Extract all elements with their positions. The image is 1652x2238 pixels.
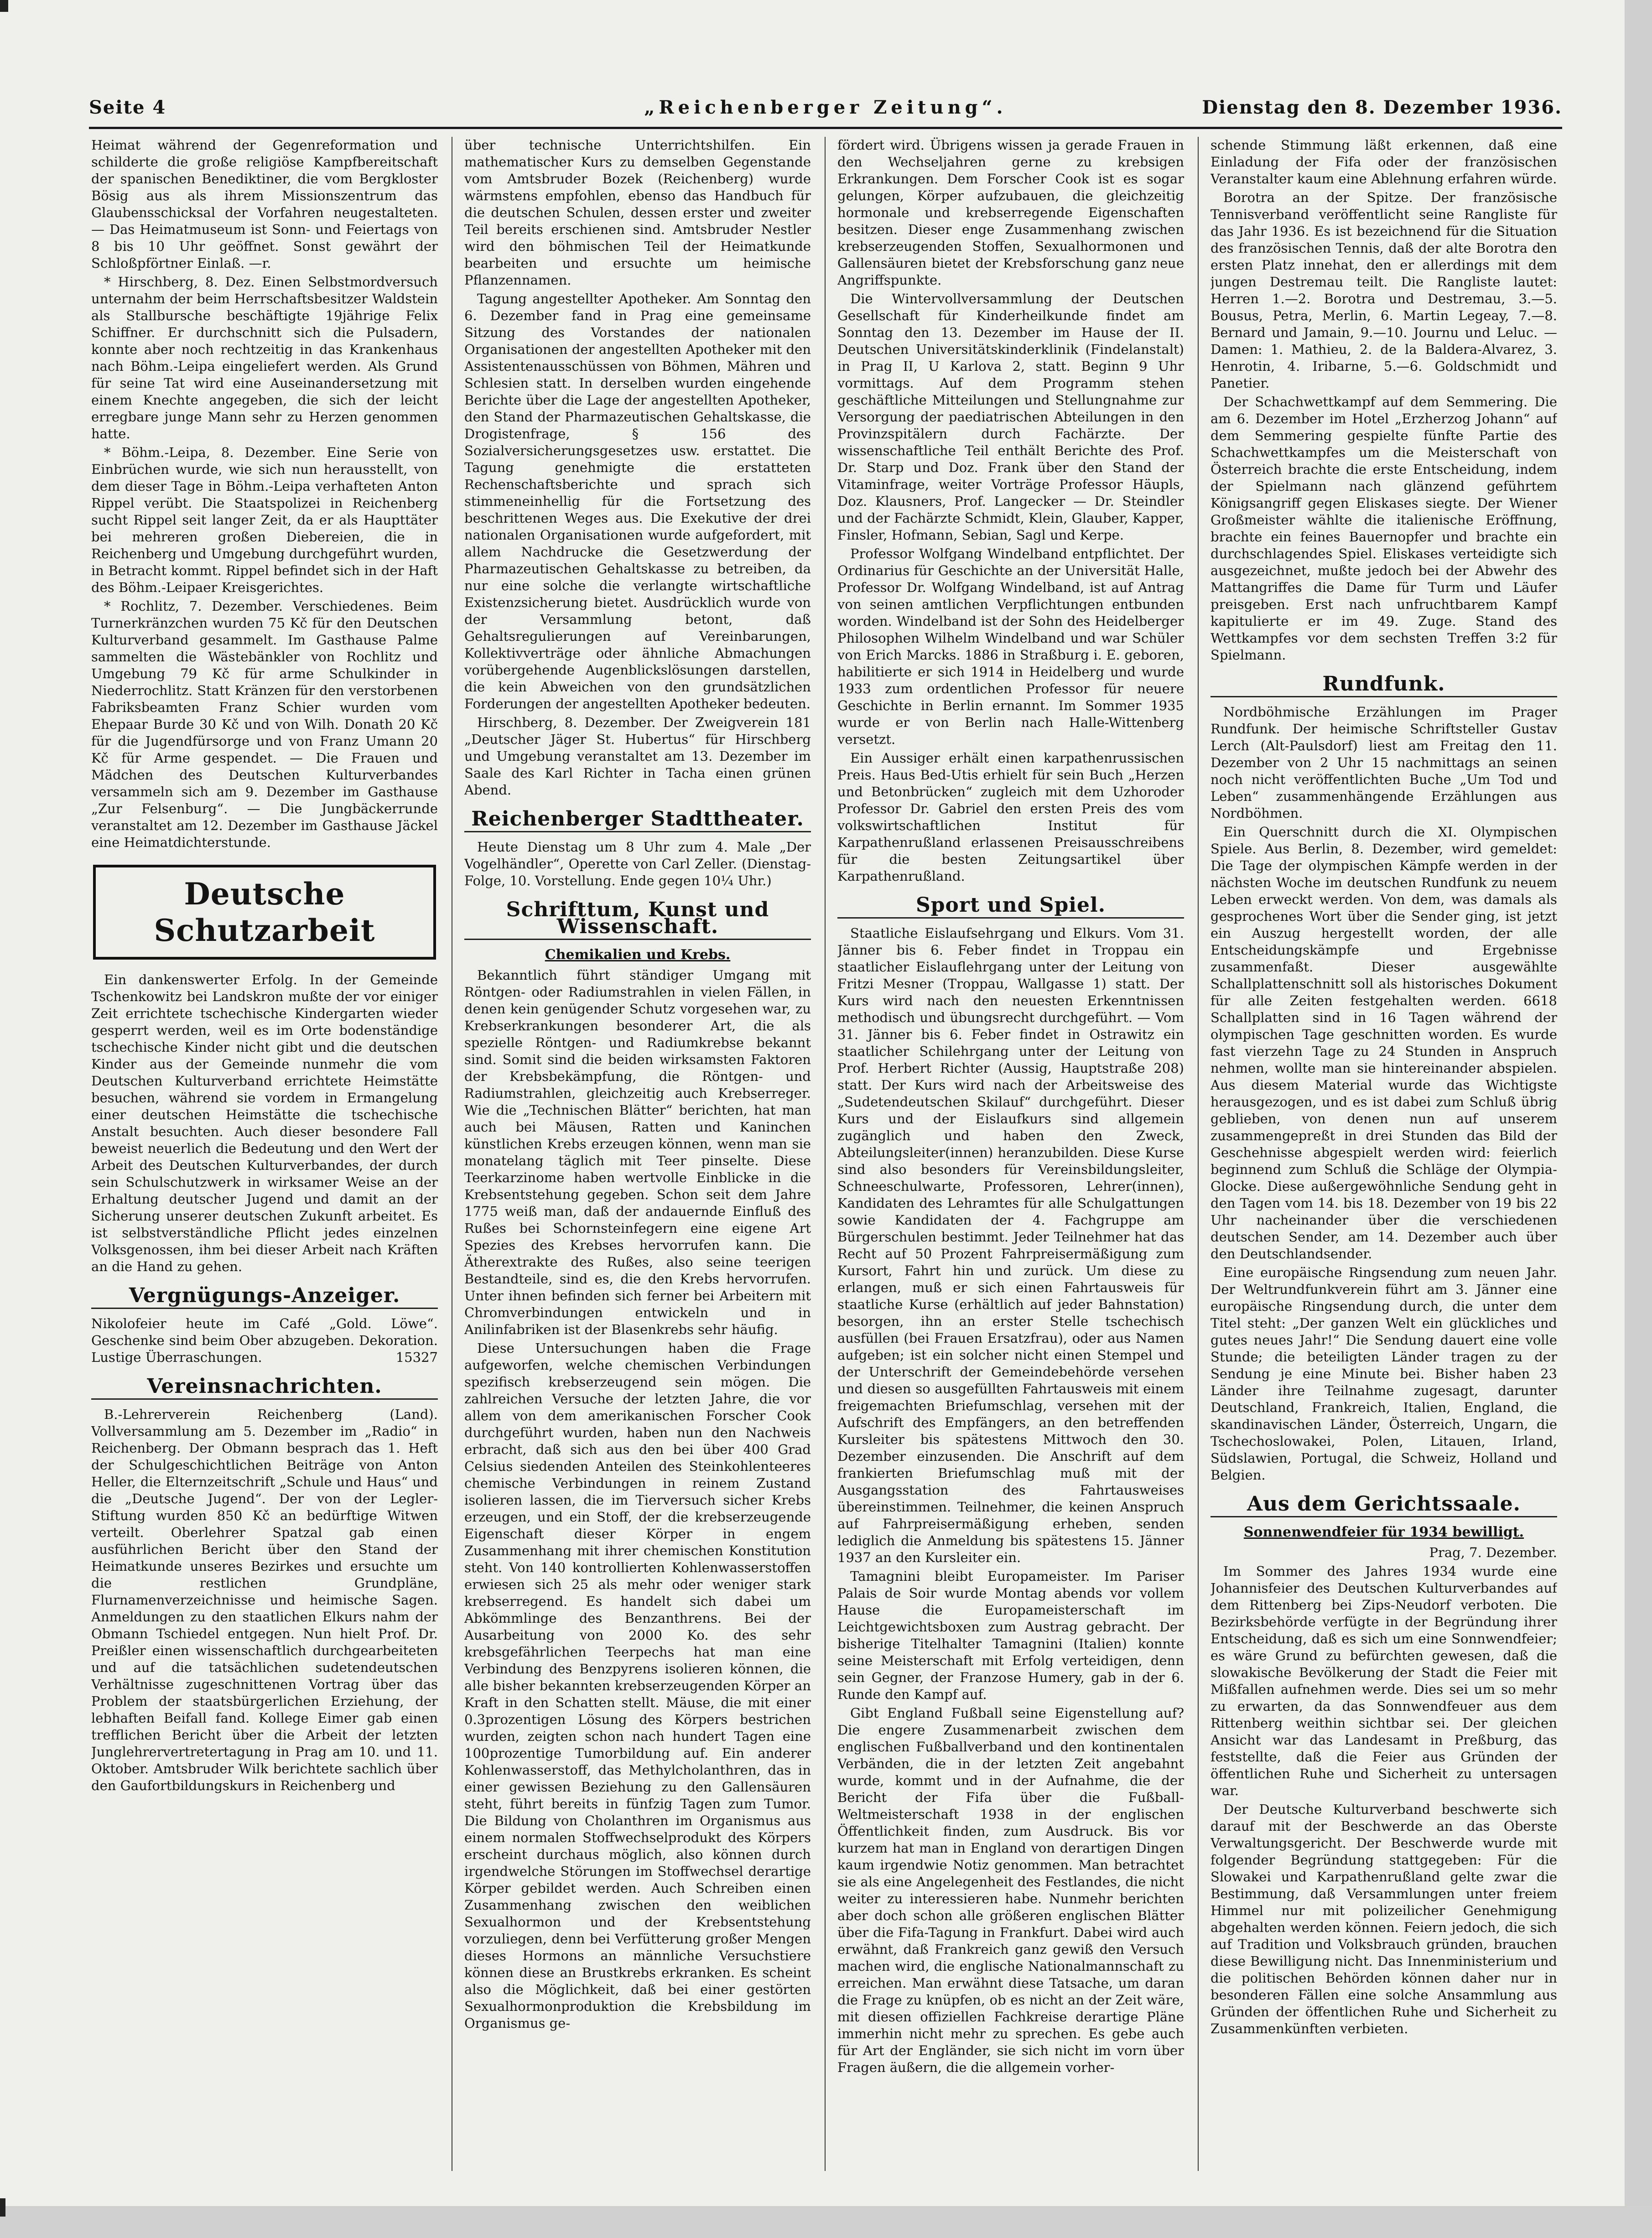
header-rule	[89, 127, 1562, 129]
page-header	[89, 97, 1562, 124]
article-paragraph: über technische Unterrichtshilfen. Ein mathematischer Kurs zu demselben Gegenstande vom Amtsbruder Bozek (Reichenberg) wurde wärmstens empfohlen, ebenso das Handbuch für die deutschen Schulen, dessen erster und zweiter Teil bereits erschienen sind. Amtsbruder Nestler wird den böhmischen Teil der Heimatkunde bearbeiten und ersuchte um heimische Pflanzennamen.	[464, 137, 811, 288]
ad-number: 15327	[395, 1350, 438, 1365]
article-boehm-leipa: * Böhm.-Leipa, 8. Dezember. Eine Serie von Einbrüchen wurde, wie sich nun herausstellt, von dem dieser Tage in Böhm.-Leipa verhafteten Anton Rippel verübt. Die Staatspolizei in Reichenberg sucht Rippel seit langer Zeit, da er als Haupttäter bei mehreren großen Diebereien, die in Reichenberg und Umgebung durchgeführt wurden, in Betracht kommt. Rippel befindet sich in der Haft des Böhm.-Leipaer Kreisgerichtes.	[91, 445, 438, 595]
advertisement	[91, 1315, 438, 1366]
column-4	[1210, 137, 1557, 2171]
section-box-title: Deutsche Schutzarbeit	[93, 865, 436, 960]
article-paragraph: fördert wird. Übrigens wissen ja gerade Frauen in den Wechseljahren gerne zu krebsigen Erkrankungen. Dem Forscher Cook ist es sogar gelungen, Körper aufzubauen, die gleichzeitig hormonale und krebserregende Eigenschaften besitzen. Dieser enge Zusammenhang zwischen krebserzeugenden Stoffen, Sexualhormonen und Gallensäuren bietet der Krebsforschung ganz neue Angriffspunkte.	[837, 137, 1184, 288]
article-jaeger: Hirschberg, 8. Dezember. Der Zweigverein 181 „Deutscher Jäger St. Hubertus“ für Hirschberg und Umgebung veranstaltet am 13. Dezember im Saale des Karl Richter in Tacha einen grünen Abend.	[464, 715, 811, 798]
article-paragraph: Heimat während der Gegenreformation und schilderte die große religiöse Kampfbereitschaft der spanischen Benediktiner, die vom Bergkloster Bösig aus als ihrem Missionszentrum das Glaubensschicksal der Vorfahren neugestalteten. — Das Heimatmuseum ist Sonn- und Feiertags von 8 bis 10 Uhr geöffnet. Sonst gewährt der Schloßpförtner Einlaß. —r.	[91, 137, 438, 271]
article-borotra: Borotra an der Spitze. Der französische Tennisverband veröffentlicht seine Rangliste für das Jahr 1936. Es ist bezeichnend für die Situation des französischen Tennis, daß der alte Borotra den ersten Platz innehat, den er allerdings mit dem jungen Destremau teilt. Die Rangliste lautet: Herren 1.—2. Borotra und Destremau, 3.—5. Bousus, Petra, Merlin, 6. Martin Legeay, 7.—8. Bernard und Jamain, 9.—10. Journu und Leluc. — Damen: 1. Mathieu, 2. de la Baldera-Alvarez, 3. Henrotin, 4. Iribarne, 5.—6. Goldschmidt und Panetier.	[1210, 190, 1557, 391]
column-1	[91, 137, 438, 2171]
issue-date: Dienstag den 8. Dezember 1936.	[1202, 97, 1562, 118]
column-3	[837, 137, 1184, 2171]
article-kinderheilkunde: Die Wintervollversammlung der Deutschen Gesellschaft für Kinderheilkunde findet am Sonntag den 13. Dezember im Hause der II. Deutschen Universitätskinderklinik (Findelanstalt) in Prag II, U Karlova 2, statt. Beginn 9 Uhr vormittags. Auf dem Programm stehen geschäftliche Mitteilungen und Stellungnahme zur Versorgung der paediatrischen Abteilungen in den Provinzspitälern durch Fachärzte. Der wissenschaftliche Teil enthält Berichte des Prof. Dr. Starp und Doz. Frank über den Stand der Vitaminfrage, weiter Vorträge Professor Häupls, Doz. Klausners, Prof. Langecker — Dr. Steindler und der Fachärzte Schmidt, Klein, Glauber, Kapper, Finsler, Hofmann, Sebian, Sagl und Kerpe.	[837, 291, 1184, 543]
ad-text: Nikolofeier heute im Café „Gold. Löwe“. Geschenke sind beim Ober abzugeben. Dekoration. Lustige Überraschungen.	[91, 1316, 438, 1365]
page-number: Seite 4	[89, 97, 166, 118]
article-theater: Heute Dienstag um 8 Uhr zum 4. Male „Der Vogelhändler“, Operette von Carl Zeller. (Dienstag-Folge, 10. Vorstellung. Ende gegen 10¼ Uhr.)	[464, 839, 811, 888]
article-sonnwendfeier: Im Sommer des Jahres 1934 wurde eine Johannisfeier des Deutschen Kulturverbandes auf dem Rittenberg bei Zips-Neudorf verboten. Die Bezirksbehörde verfügte in der Begründung ihrer Entscheidung, daß es sich um eine Sonnwendfeier; es wäre Grund zu befürchten gewesen, daß die slowakische Bevölkerung der Stadt die Feier mit Mißfallen aufnehmen werde. Dies sei um so mehr zu erwarten, da das Sonnwendfeuer aus dem Rittenberg weithin sichtbar sei. Der gleichen Ansicht war das Landesamt in Preßburg, das feststellte, daß die Feier aus Gründen der öffentlichen Ruhe und Sicherheit zu untersagen war.	[1210, 1563, 1557, 1798]
newspaper-title: „Reichenberger Zeitung“.	[644, 97, 1007, 118]
dateline: Prag, 7. Dezember.	[1429, 1545, 1557, 1560]
column-divider	[825, 137, 826, 2171]
article-lehrerverein: B.-Lehrerverein Reichenberg (Land). Vollversammlung am 5. Dezember im „Radio“ in Reichenberg. Der Obmann besprach das 1. Heft der Schulgeschichtlichen Beiträge von Anton Heller, die Elternzeitschrift „Schule und Haus“ und die „Deutsche Jugend“. Der von der Legler-Stiftung wurden 850 Kč an bedürftige Witwen verteilt. Oberlehrer Spatzal gab einen ausführlichen Bericht über den Stand der Heimatkunde unseres Bezirkes und ersuchte um die restlichen Grundpläne, Flurnamenverzeichnisse und heimische Sagen. Anmeldungen zu den staatlichen Elkurs nahm der Obmann Tschiedel entgegen. Nun hielt Prof. Dr. Preißler einen wissenschaftlich durchgearbeiteten und auf die tatsächlichen sudetendeutschen Verhältnisse zugeschnittenen Vortrag über das Problem der staatsbürgerlichen Erziehung, der lebhaften Beifall fand. Kollege Eimer gab einen trefflichen Bericht über die Arbeit der letzten Junglehrervertretertagung in Prag am 10. und 11. Oktober. Amtsbruder Wilk berichtete sachlich über den Gaufortbildungskurs in Reichenberg und	[91, 1407, 438, 1793]
article-verwaltungsgericht: Der Deutsche Kulturverband beschwerte sich darauf mit der Beschwerde an das Oberste Verwaltungsgericht. Der Beschwerde wurde mit folgender Begründung stattgegeben: Für die Slowakei und Karpathenrußland gelte zwar die Bestimmung, daß Versammlungen unter freiem Himmel nur mit polizeilicher Genehmigung abgehalten werden können. Feiern jedoch, die sich auf Tradition und Volksbrauch gründen, brauchen diese Bewilligung nicht. Das Innenministerium und die politischen Behörden können daher nur in besonderen Fällen eine solche Ansammlung aus Gründen der öffentlichen Ruhe und Sicherheit zu Zusammenkünften verbieten.	[1210, 1802, 1557, 2036]
article-hirschberg: * Hirschberg, 8. Dez. Einen Selbstmordversuch unternahm der beim Herrschaftsbesitzer Waldstein als Stallbursche beschäftigte 19jährige Felix Schiffner. Er durchschnitt sich die Pulsadern, konnte aber noch rechtzeitig in das Krankenhaus nach Böhm.-Leipa eingeliefert werden. Als Grund für seine Tat wird eine Auseinandersetzung mit einem Knechte angegeben, die sich der leicht erregbare junge Mann sehr zu Herzen genommen hatte.	[91, 274, 438, 441]
article-windelband: Professor Wolfgang Windelband entpflichtet. Der Ordinarius für Geschichte an der Universität Halle, Professor Dr. Wolfgang Windelband, ist auf Antrag von seinen amtlichen Verpflichtungen entbunden worden. Windelband ist der Sohn des Heidelberger Philosophen Wilhelm Windelband und war Schüler von Erich Marcks. 1886 in Straßburg i. E. geboren, habilitierte er sich 1914 in Heidelberg und wurde 1933 zum ordentlichen Professor für neuere Geschichte in Berlin ernannt. Im Sommer 1935 wurde er von Berlin nach Halle-Wittenberg versetzt.	[837, 546, 1184, 747]
scan-corner-mark-bottom	[0, 2198, 5, 2217]
article-paragraph: Bekanntlich führt ständiger Umgang mit Röntgen- oder Radiumstrahlen in vielen Fällen, in denen kein genügender Schutz vorgesehen war, zu Krebserkrankungen besonderer Art, die als spezielle Röntgen- und Radiumkrebse bekannt sind. Somit sind die beiden wirksamsten Faktoren der Krebsbekämpfung, die Röntgen- und Radiumstrahlen, gleichzeitig auch Krebserreger. Wie die „Technischen Blätter“ berichten, hat man auch bei Mäusen, Ratten und Kaninchen künstlichen Krebs erzeugen können, wenn man sie monatelang täglich mit Teer pinselte. Diese Teerkarzinome haben wertvolle Einblicke in die Krebsentstehung gegeben. Schon seit dem Jahre 1775 weiß man, daß der andauernde Einfluß des Rußes bei Schornsteinfegern eine eigene Art Spezies des Krebses hervorrufen kann. Die Ätherextrakte des Rußes, also seine teerigen Bestandteile, sind es, die den Krebs hervorrufen. Unter ihnen befinden sich ferner bei Arbeitern mit Chromverbindungen entwickeln und in Anilinfabriken ist der Blasenkrebs sehr häufig.	[464, 967, 811, 1337]
article-apotheker: Tagung angestellter Apotheker. Am Sonntag den 6. Dezember fand in Prag eine gemeinsame Sitzung des Vorstandes der nationalen Organisationen der angestellten Apotheker mit den Assistentenausschüssen von Böhmen, Mähren und Schlesien statt. In derselben wurden eingehende Berichte über die Lage der angestellten Apotheker, den Stand der Pharmazeutischen Gehaltskasse, die Drogistenfrage, § 156 des Sozialversicherungsgesetzes usw. erstattet. Die Tagung genehmigte die erstatteten Rechenschaftsberichte und sprach sich stimmeneinhellig für die Fortsetzung des beschrittenen Weges aus. Die Exekutive der drei nationalen Organisationen wurde aufgefordert, mit allem Nachdrucke die Gesetzwerdung der Pharmazeutischen Gehaltskasse zu betreiben, da nur eine solche die verlangte wirtschaftliche Existenzsicherung bietet. Ausdrücklich wurde von der Versammlung betont, daß Gehaltsregulierungen auf Vereinbarungen, Kollektivverträge oder ähnliche Abmachungen vorübergehende Augenblickslösungen darstellen, die kein Abweichen von den grundsätzlichen Forderungen der angestellten Apotheker bedeuten.	[464, 291, 811, 711]
section-title: Vergnügungs-Anzeiger.	[91, 1287, 438, 1309]
article-ringsendung: Eine europäische Ringsendung zum neuen Jahr. Der Weltrundfunkverein führt am 3. Jänner eine europäische Ringsendung durch, die unter dem Titel steht: „Der ganzen Welt ein glückliches und gutes neues Jahr!“ Die Sendung dauert eine volle Stunde; die beteiligten Länder tragen zu der Sendung je eine Minute bei. Bisher haben 23 Länder ihre Teilnahme zugesagt, darunter Deutschland, Frankreich, Italien, England, die skandinavischen Länder, Österreich, Ungarn, die Tschechoslowakei, Polen, Litauen, Irland, Südslawien, Portugal, die Schweiz, Holland und Belgien.	[1210, 1265, 1557, 1483]
section-title: Rundfunk.	[1210, 675, 1557, 697]
article-eislauf: Staatliche Eislaufsehrgang und Elkurs. Vom 31. Jänner bis 6. Feber findet in Troppau ein staatlicher Eislauflehrgang unter der Leitung von Fritzi Mesner (Troppau, Wallgasse 1) statt. Der Kurs wird nach den neuesten Erkenntnissen methodisch und übungsrecht durchgeführt. — Vom 31. Jänner bis 6. Feber findet in Ostrawitz ein staatlicher Schilehrgang unter der Leitung von Prof. Herbert Richter (Aussig, Hauptstraße 208) statt. Der Kurs wird nach der Arbeitsweise des „Sudetendeutschen Skilauf“ durchgeführt. Dieser Kurs und der Eislaufkurs sind allgemein zugänglich und haben den Zweck, Abteilungsleiter(innen) heranzubilden. Diese Kurse sind also besonders für Vereinsbildungsleiter, Schneeschulwarte, Professoren, Lehrer(innen), Kandidaten des Lehramtes für alle Schulgattungen sowie Kandidaten der 4. Fachgruppe am Bürgerschulen bestimmt. Jeder Teilnehmer hat das Recht auf 50 Prozent Fahrpreisermäßigung zum Kursort, Fahrt hin und zurück. Um diese zu erlangen, muß er sich einen Fahrtausweis für staatliche Kurse (erhältlich auf jeder Bahnstation) besorgen, ihn an erster Stelle tschechisch ausfüllen (bei Frauen Ersatzfrau), oder aus Namen aufgeben; ist ein solcher nicht einen Stempel und der Unterschrift der Gemeindebehörde versehen und diesen so ausgefüllten Fahrtausweis mit einem freigemachten Briefumschlag, versehen mit der Aufschrift des Empfängers, an den betreffenden Kursleiter bis spätestens Mittwoch den 30. Dezember einzusenden. Die Anschrift auf dem frankierten Briefumschlag muß mit der Ausgangsstation des Fahrtausweises übereinstimmen. Teilnehmer, die keinen Anspruch auf Fahrpreisermäßigung erheben, senden lediglich die Anmeldung bis spätestens 15. Jänner 1937 an den Kursleiter ein.	[837, 925, 1184, 1565]
scan-corner-mark	[0, 0, 8, 12]
subheading: Sonnenwendfeier für 1934 bewilligt.	[1243, 1524, 1524, 1540]
column-2	[464, 137, 811, 2171]
article-erzaehlungen: Nordböhmische Erzählungen im Prager Rundfunk. Der heimische Schriftsteller Gustav Lerch (Alt-Paulsdorf) liest am Freitag den 11. Dezember von 2 Uhr 15 nachmittags an seinen noch nicht veröffentlichten Buche „Um Tod und Leben“ zusammenhängende Erzählungen aus Nordböhmen.	[1210, 704, 1557, 821]
article-fussball: Gibt England Fußball seine Eigenstellung auf? Die engere Zusammenarbeit zwischen dem englischen Fußballverband und den kontinentalen Verbänden, die in der letzten Zeit angebahnt wurde, kommt und in der Aufnahme, die der Bericht der Fifa über die Fußball-Weltmeisterschaft 1938 in der englischen Öffentlichkeit finden, zum Ausdruck. Bis vor kurzem hat man in England von derartigen Dingen kaum irgendwie Notiz genommen. Man betrachtet sie als eine Angelegenheit des Festlandes, die nicht weiter zu interessieren habe. Nunmehr berichten aber doch schon alle größeren englischen Blätter über die Fifa-Tagung in Frankfurt. Dabei wird auch erwähnt, daß Frankreich ganz gewiß den Versuch machen wird, die englische Nationalmannschaft zu erreichen. Man erwähnt diese Tatsache, um daran die Frage zu knüpfen, ob es nicht an der Zeit wäre, mit diesen offiziellen Fachkreise derartige Pläne immerhin nicht mehr zu sprechen. Es gebe auch für Art der Engländer, sie sich nicht im vorn über Fragen äußern, die die allgemein vorher-	[837, 1705, 1184, 2075]
scan-edge-bottom	[0, 2206, 1652, 2238]
section-title: Vereinsnachrichten.	[91, 1378, 438, 1400]
article-schutzarbeit: Ein dankenswerter Erfolg. In der Gemeinde Tschenkowitz bei Landskron mußte der vor einiger Zeit errichtete tschechische Kindergarten wieder gesperrt werden, weil es im Orte bodenständige tschechische Kinder nicht gibt und die deutschen Kinder aus der Gemeinde nunmehr die vom Deutschen Kulturverband errichtete Heimstätte besuchen, während sie vordem in Ermangelung einer deutschen Heimstätte die tschechische Anstalt besuchten. Auch dieser besondere Fall beweist neuerlich die Bedeutung und den Wert der Arbeit des Deutschen Kulturverbandes, der durch sein Schulschutzwerk in wirksamer Weise an der Erhaltung deutscher Jugend und damit an der Sicherung unserer deutschen Zukunft arbeitet. Es ist selbstverständliche Pflicht jedes einzelnen Volksgenossen, ihm bei dieser Arbeit nach Kräften an die Hand zu gehen.	[91, 972, 438, 1274]
article-paragraph: Diese Untersuchungen haben die Frage aufgeworfen, welche chemischen Verbindungen spezifisch krebserzeugend sein mögen. Die zahlreichen Versuche der letzten Jahre, die vor allem von dem amerikanischen Forscher Cook durchgeführt wurden, haben nun den Nachweis erbracht, daß sich aus den bei über 400 Grad Celsius siedenden Anteilen des Steinkohlenteeres chemische Verbindungen in reinem Zustand isolieren lassen, die im Tierversuch sicher Krebs erzeugen, und ein Stoff, der die krebserzeugende Eigenschaft dieser Körper in engem Zusammenhang mit ihrer chemischen Konstitution steht. Von 140 kontrollierten Kohlenwasserstoffen erwiesen sich 25 als mehr oder weniger stark krebserregend. Es handelt sich dabei um Abkömmlinge des Benzanthrens. Bei der Ausarbeitung von 2000 Ko. des sehr krebsgefährlichen Teerpechs hat man eine Verbindung des Benzpyrens isolieren können, die alle bisher bekannten krebserzeugenden Körper an Kraft in den Schatten stellt. Mäuse, die mit einer 0.3prozentigen Lösung des Körpers bestrichen wurden, zeigten schon nach hundert Tagen eine 100prozentige Tumorbildung auf. Ein anderer Kohlenwasserstoff, das Methylcholanthren, das in einer gewissen Beziehung zu den Gallensäuren steht, führt bereits in fünfzig Tagen zum Tumor. Die Bildung von Cholanthren im Organismus aus einem normalen Stoffwechselprodukt des Körpers erscheint durchaus möglich, also können durch irgendwelche Störungen im Stoffwechsel derartige Körper gebildet werden. Auch Schreiben einen Zusammenhang zwischen den weiblichen Sexualhormon und der Krebsentstehung vorzuliegen, denn bei Verfütterung großer Mengen dieses Hormons an männliche Versuchstiere können diese an Brustkrebs erkranken. Es scheint also die Möglichkeit, daß bei einer gestörten Sexualhormonproduktion die Krebsbildung im Organismus ge-	[464, 1340, 811, 2031]
article-rochlitz: * Rochlitz, 7. Dezember. Verschiedenes. Beim Turnerkränzchen wurden 75 Kč für den Deutschen Kulturverband gesammelt. Im Gasthause Palme sammelten die Wästebänkler von Rochlitz und Umgebung 79 Kč für arme Schulkinder in Niederrochlitz. Statt Kränzen für den verstorbenen Fabriksbeamten Franz Schier wurden vom Ehepaar Burde 30 Kč und von Wilh. Donath 20 Kč für die Jugendfürsorge und von Franz Umann 20 Kč für Arme gespendet. — Die Frauen und Mädchen des Deutschen Kulturverbandes versammeln sich am 9. Dezember im Gasthause „Zur Felsenburg“. — Die Jungbäckerrunde veranstaltet am 12. Dezember im Gasthause Jäckel eine Heimatdichterstunde.	[91, 598, 438, 850]
article-schach: Der Schachwettkampf auf dem Semmering. Die am 6. Dezember im Hotel „Erzherzog Johann“ auf dem Semmering gespielte fünfte Partie des Schachwettkampfes um die Meisterschaft von Österreich brachte die erste Entscheidung, indem der Spielmann nach glänzend geführtem Königsangriff gegen Eliskases siegte. Der Wiener Großmeister wählte die italienische Eröffnung, brachte ein feines Bauernopfer und brachte ein durchschlagendes Spiel. Eliskases verteidigte sich ausgezeichnet, mußte jedoch bei der Abwehr des Mattangriffes die Dame für Turm und Läufer preisgeben. Erst nach unfruchtbarem Kampf kapitulierte er im 49. Zuge. Stand des Wettkampfes vor dem sechsten Treffen 3:2 für Spielmann.	[1210, 394, 1557, 663]
section-title: Schrifttum, Kunst und Wissenschaft.	[464, 901, 811, 940]
section-title: Aus dem Gerichtssaale.	[1210, 1495, 1557, 1517]
article-paragraph: schende Stimmung läßt erkennen, daß eine Einladung der Fifa oder der französischen Veranstalter kaum eine Ablehnung erfahren würde.	[1210, 137, 1557, 187]
article-olympia: Ein Querschnitt durch die XI. Olympischen Spiele. Aus Berlin, 8. Dezember, wird gemeldet: Die Tage der olympischen Kämpfe werden in der nächsten Woche im deutschen Rundfunk zu neuem Leben erweckt werden. Von dem, was damals als gesprochenes Wort über die Sender ging, ist jetzt ein Auszug hergestellt worden, der alle Entscheidungskämpfe und Ergebnisse zusammenfaßt. Dieser ausgewählte Schallplattenschnitt soll als historisches Dokument für alle Zeiten festgehalten werden. 6618 Schallplatten sind in 16 Tagen während der olympischen Tage geschnitten worden. Es wurde fast vierzehn Tage zu 24 Stunden in Anspruch nehmen, wollte man sie hintereinander abspielen. Aus diesem Material wurde das Wichtigste herausgezogen, und es ist dabei zum Schluß übrig geblieben, von denen nun auf unserem zusammengepreßt in drei Stunden das Bild der Geschehnisse abgespielt werden wird: feierlich beginnend zum Schluß die Schläge der Olympia-Glocke. Diese außergewöhnliche Sendung geht in den Tagen vom 14. bis 18. Dezember von 19 bis 22 Uhr nacheinander über die verschiedenen deutschen Sender, am 14. Dezember auch über den Deutschlandsender.	[1210, 824, 1557, 1262]
subheading: Chemikalien und Krebs.	[545, 947, 731, 963]
column-divider	[1198, 137, 1199, 2171]
scan-edge-right	[1625, 0, 1652, 2238]
article-tamagnini: Tamagnini bleibt Europameister. Im Pariser Palais de Soir wurde Montag abends vor vollem Hause die Europameisterschaft im Leichtgewichtsboxen zum Austrag gebracht. Der bisherige Titelhalter Tamagnini (Italien) konnte seine Meisterschaft mit Erfolg verteidigen, denn sein Gegner, der Franzose Humery, gab in der 6. Runde den Kampf auf.	[837, 1568, 1184, 1702]
section-title: Sport und Spiel.	[837, 897, 1184, 919]
article-preis: Ein Aussiger erhält einen karpathenrussischen Preis. Haus Bed-Utis erhielt für sein Buch „Herzen und Betonbrücken“ zugleich mit dem Uzhoroder Professor Dr. Gabriel den ersten Preis des vom volkswirtschaftlichen Institut für Karpathenrußland erlassenen Preisausschreibens für die besten Zeitungsartikel über Karpathenrußland.	[837, 750, 1184, 884]
section-title: Reichenberger Stadttheater.	[464, 810, 811, 832]
